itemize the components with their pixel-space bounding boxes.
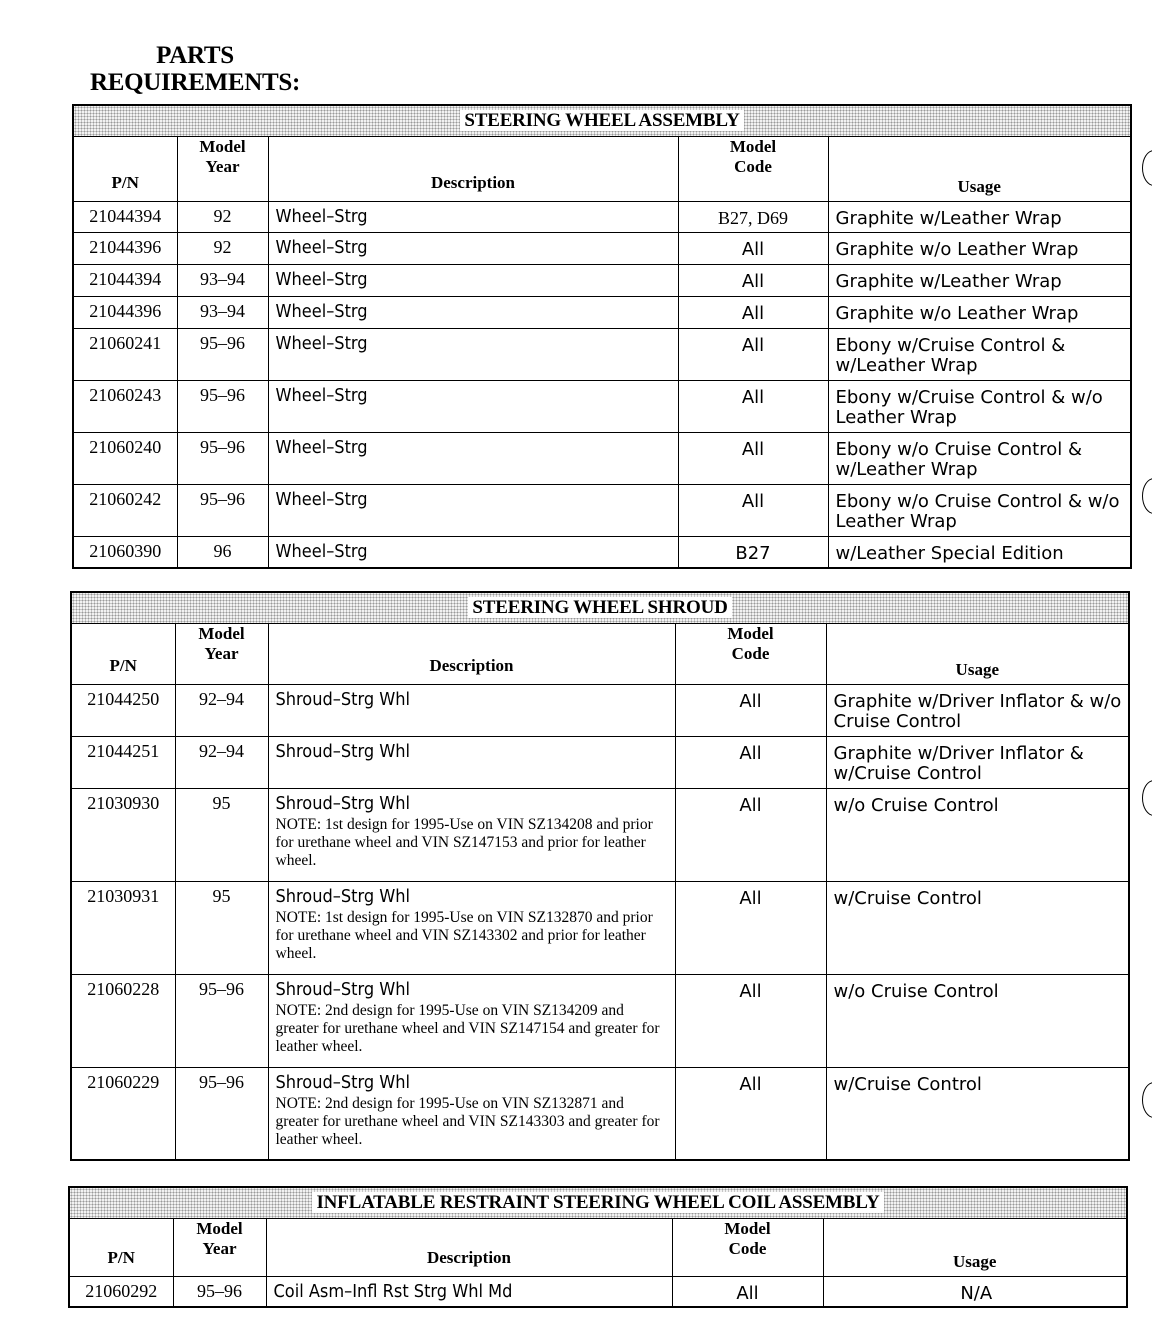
table-row	[71, 685, 1129, 737]
model-year-cell: 92–94	[175, 685, 268, 737]
table-title: STEERING WHEEL ASSEMBLY	[460, 110, 743, 131]
description-cell	[268, 737, 675, 789]
description-cell	[268, 329, 678, 381]
description-cell	[268, 537, 678, 568]
usage-cell: w/o Cruise Control	[826, 789, 1129, 882]
table-title-row	[69, 1187, 1127, 1219]
description-note: NOTE: 1st design for 1995-Use on VIN SZ132870 and prior for urethane wheel and VIN SZ143302 and prior for leather wheel.	[275, 909, 653, 962]
description-note: NOTE: 1st design for 1995-Use on VIN SZ134208 and prior for urethane wheel and VIN SZ147153 and prior for leather wheel.	[275, 816, 653, 869]
table-row	[73, 265, 1131, 297]
table-row	[71, 975, 1129, 1068]
description-text: Wheel–Strg	[275, 541, 368, 562]
model-year-cell: 95	[175, 882, 268, 975]
table-title-row	[71, 592, 1129, 624]
usage-cell: w/o Cruise Control	[826, 975, 1129, 1068]
part-number-cell: 21044396	[73, 297, 177, 329]
description-text: Wheel–Strg	[275, 437, 368, 458]
table-title: INFLATABLE RESTRAINT STEERING WHEEL COIL ASSEMBLY	[312, 1192, 883, 1213]
model-year-cell: 93–94	[177, 297, 268, 329]
binding-hole-mark	[1142, 1082, 1152, 1118]
model-code-cell: All	[678, 381, 828, 433]
usage-cell: N/A	[823, 1277, 1127, 1308]
table-title: STEERING WHEEL SHROUD	[468, 597, 731, 618]
model-year-cell: 95	[175, 789, 268, 882]
model-year-cell: 95–96	[177, 329, 268, 381]
model-code-cell: All	[672, 1277, 823, 1308]
description-cell	[268, 789, 675, 882]
usage-cell: Graphite w/Driver Inflator & w/o Cruise Control	[826, 685, 1129, 737]
usage-cell: w/Leather Special Edition	[828, 537, 1131, 568]
description-text: Coil Asm–Infl Rst Strg Whl Md	[273, 1281, 513, 1302]
part-number-cell: 21044251	[71, 737, 175, 789]
description-text: Wheel–Strg	[275, 489, 368, 510]
model-year-cell: 95–96	[177, 433, 268, 485]
description-cell	[268, 685, 675, 737]
usage-cell: Ebony w/o Cruise Control & w/o Leather Wrap	[828, 485, 1131, 537]
header-pn: P/N	[73, 137, 177, 202]
table-title-row	[73, 105, 1131, 137]
part-number-cell: 21030931	[71, 882, 175, 975]
description-cell	[268, 1068, 675, 1160]
header-model-code: Model Code	[678, 137, 828, 202]
heading-line-1: PARTS	[156, 42, 234, 69]
part-number-cell: 21044250	[71, 685, 175, 737]
model-code-cell: All	[678, 485, 828, 537]
header-pn: P/N	[71, 624, 175, 685]
model-code-cell: All	[675, 685, 826, 737]
part-number-cell: 21060241	[73, 329, 177, 381]
description-text: Shroud–Strg Whl	[275, 1072, 411, 1093]
usage-cell: Ebony w/Cruise Control & w/Leather Wrap	[828, 329, 1131, 381]
usage-cell: Graphite w/o Leather Wrap	[828, 297, 1131, 329]
header-model-year: Model Year	[175, 624, 268, 685]
table-body	[71, 592, 1129, 1160]
part-number-cell: 21060229	[71, 1068, 175, 1160]
table-row	[71, 789, 1129, 882]
model-code-cell: All	[675, 975, 826, 1068]
part-number-cell: 21060228	[71, 975, 175, 1068]
table-row	[73, 381, 1131, 433]
part-number-cell: 21060292	[69, 1277, 173, 1308]
description-cell	[268, 265, 678, 297]
table-row	[71, 882, 1129, 975]
page-heading	[90, 42, 300, 96]
part-number-cell: 21044396	[73, 233, 177, 265]
description-text: Wheel–Strg	[275, 237, 368, 258]
description-text: Wheel–Strg	[275, 333, 368, 354]
table-header-row	[71, 624, 1129, 685]
usage-cell: Graphite w/Leather Wrap	[828, 265, 1131, 297]
part-number-cell: 21044394	[73, 265, 177, 297]
table-header-row	[69, 1219, 1127, 1277]
header-usage: Usage	[828, 137, 1131, 202]
model-year-cell: 95–96	[175, 1068, 268, 1160]
table-body	[69, 1187, 1127, 1307]
header-description: Description	[268, 137, 678, 202]
table-row	[69, 1277, 1127, 1308]
description-text: Wheel–Strg	[275, 206, 368, 227]
model-code-cell: All	[678, 329, 828, 381]
steering-wheel-assembly-table	[72, 104, 1132, 569]
description-text: Shroud–Strg Whl	[275, 741, 411, 762]
model-year-cell: 92–94	[175, 737, 268, 789]
usage-cell: Graphite w/Leather Wrap	[828, 202, 1131, 233]
description-cell	[268, 202, 678, 233]
table-row	[71, 1068, 1129, 1160]
model-code-cell: B27, D69	[678, 202, 828, 233]
model-year-cell: 92	[177, 202, 268, 233]
usage-cell: Graphite w/o Leather Wrap	[828, 233, 1131, 265]
table-row	[73, 485, 1131, 537]
part-number-cell: 21060240	[73, 433, 177, 485]
table-header-row	[73, 137, 1131, 202]
description-cell	[268, 433, 678, 485]
table-row	[73, 202, 1131, 233]
table-row	[73, 329, 1131, 381]
model-code-cell: All	[675, 1068, 826, 1160]
table-row	[71, 737, 1129, 789]
header-usage: Usage	[823, 1219, 1127, 1277]
coil-assembly-table	[68, 1186, 1128, 1308]
binding-hole-mark	[1142, 478, 1152, 514]
header-model-year: Model Year	[173, 1219, 266, 1277]
model-code-cell: All	[678, 433, 828, 485]
header-model-code: Model Code	[672, 1219, 823, 1277]
description-text: Wheel–Strg	[275, 269, 368, 290]
header-model-year: Model Year	[177, 137, 268, 202]
description-cell	[268, 233, 678, 265]
description-text: Wheel–Strg	[275, 301, 368, 322]
description-cell	[266, 1277, 672, 1308]
table-row	[73, 433, 1131, 485]
usage-cell: Ebony w/o Cruise Control & w/Leather Wrap	[828, 433, 1131, 485]
description-text: Shroud–Strg Whl	[275, 979, 411, 1000]
model-code-cell: All	[675, 882, 826, 975]
description-cell	[268, 485, 678, 537]
model-code-cell: All	[678, 297, 828, 329]
part-number-cell: 21060243	[73, 381, 177, 433]
binding-hole-mark	[1142, 780, 1152, 816]
model-year-cell: 95–96	[175, 975, 268, 1068]
header-model-code: Model Code	[675, 624, 826, 685]
model-code-cell: All	[675, 737, 826, 789]
model-year-cell: 95–96	[177, 381, 268, 433]
description-cell	[268, 381, 678, 433]
description-cell	[268, 882, 675, 975]
description-text: Shroud–Strg Whl	[275, 689, 411, 710]
steering-wheel-shroud-table	[70, 591, 1130, 1161]
description-text: Shroud–Strg Whl	[275, 793, 411, 814]
binding-hole-mark	[1142, 150, 1152, 186]
table-body	[73, 105, 1131, 568]
description-cell	[268, 297, 678, 329]
description-text: Wheel–Strg	[275, 385, 368, 406]
description-cell	[268, 975, 675, 1068]
heading-line-2: REQUIREMENTS:	[90, 69, 301, 96]
model-year-cell: 95–96	[177, 485, 268, 537]
model-code-cell: All	[678, 233, 828, 265]
usage-cell: Graphite w/Driver Inflator & w/Cruise Control	[826, 737, 1129, 789]
description-text: Shroud–Strg Whl	[275, 886, 411, 907]
table-row	[73, 537, 1131, 568]
part-number-cell: 21060390	[73, 537, 177, 568]
header-pn: P/N	[69, 1219, 173, 1277]
header-description: Description	[266, 1219, 672, 1277]
model-code-cell: B27	[678, 537, 828, 568]
part-number-cell: 21060242	[73, 485, 177, 537]
part-number-cell: 21030930	[71, 789, 175, 882]
model-year-cell: 93–94	[177, 265, 268, 297]
description-note: NOTE: 2nd design for 1995-Use on VIN SZ132871 and greater for urethane wheel and VIN SZ143303 and greater for leather wheel.	[275, 1095, 660, 1148]
header-description: Description	[268, 624, 675, 685]
model-code-cell: All	[675, 789, 826, 882]
table-row	[73, 297, 1131, 329]
usage-cell: w/Cruise Control	[826, 1068, 1129, 1160]
description-note: NOTE: 2nd design for 1995-Use on VIN SZ134209 and greater for urethane wheel and VIN SZ147154 and greater for leather wheel.	[275, 1002, 660, 1055]
table-row	[73, 233, 1131, 265]
usage-cell: w/Cruise Control	[826, 882, 1129, 975]
model-year-cell: 92	[177, 233, 268, 265]
usage-cell: Ebony w/Cruise Control & w/o Leather Wrap	[828, 381, 1131, 433]
model-year-cell: 96	[177, 537, 268, 568]
header-usage: Usage	[826, 624, 1129, 685]
model-year-cell: 95–96	[173, 1277, 266, 1308]
model-code-cell: All	[678, 265, 828, 297]
part-number-cell: 21044394	[73, 202, 177, 233]
